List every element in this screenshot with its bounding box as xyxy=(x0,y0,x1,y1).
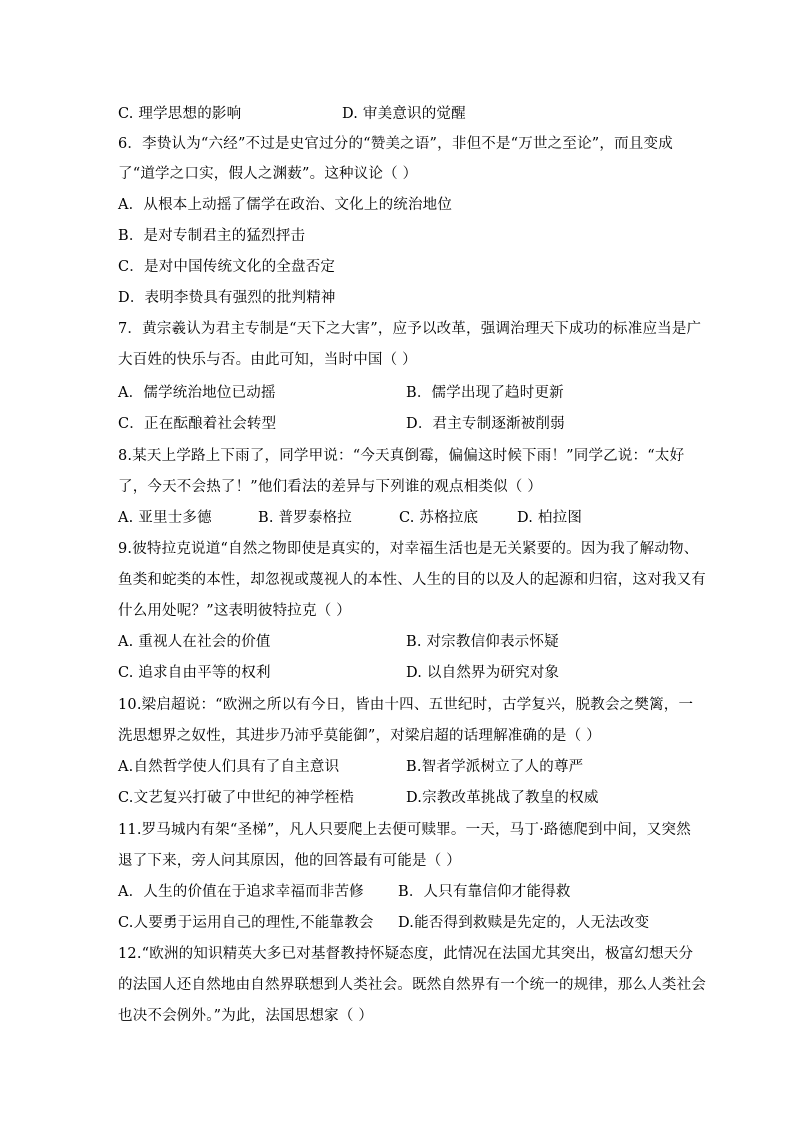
option-line xyxy=(118,632,678,652)
option-b: B．是对专制君主的猛烈抨击 xyxy=(118,228,306,244)
option-line xyxy=(118,788,678,808)
option-a: A. 重视人在社会的价值 xyxy=(118,634,271,650)
question-12-text: 也决不会例外。”为此，法国思想家（ ） xyxy=(118,1008,374,1024)
question-7-text: 7．黄宗羲认为君主专制是“天下之大害”，应予以改革，强调治理天下成功的标准应当是广 xyxy=(118,321,702,337)
option-line xyxy=(118,508,678,528)
option-b: B. 普罗泰格拉 xyxy=(258,510,352,526)
option-d: D. 以自然界为研究对象 xyxy=(406,665,560,681)
question-10-text: 10.梁启超说：“欧洲之所以有今日，皆由十四、五世纪时，古学复兴，脱教会之樊篱，一 xyxy=(118,697,694,713)
question-11-text: 11.罗马城内有架“圣梯”，凡人只要爬上去便可赎罪。一天，马丁·路德爬到中间，又突然 xyxy=(118,822,691,838)
question-6-text: 了“道学之口实，假人之渊薮”。这种议论（ ） xyxy=(118,166,418,182)
option-d: D．君主专制逐渐被削弱 xyxy=(406,416,565,432)
question-7-text: 大百姓的快乐与否。由此可知，当时中国（ ） xyxy=(118,352,417,368)
question-10-text: 洗思想界之奴性，其进步乃沛乎莫能御”，对梁启超的话理解准确的是（ ） xyxy=(118,728,601,744)
question-9-text: 鱼类和蛇类的本性，却忽视或蔑视人的本性、人生的目的以及人的起源和归宿，这对我又有 xyxy=(118,572,706,588)
question-6-text: 6．李贽认为“六经”不过是史官过分的“赞美之语”，非但不是“万世之至论”，而且变成 xyxy=(118,136,673,152)
option-d: D.宗教改革挑战了教皇的权威 xyxy=(406,790,599,806)
option-line xyxy=(118,882,678,902)
option-b: B. 对宗教信仰表示怀疑 xyxy=(406,634,559,650)
option-line xyxy=(118,663,678,683)
question-9-text: 9.彼特拉克说道“自然之物即使是真实的，对幸福生活也是无关紧要的。因为我了解动物、 xyxy=(118,541,699,557)
option-line xyxy=(118,383,678,403)
option-c: C. 追求自由平等的权利 xyxy=(118,665,271,681)
option-d: D．表明李贽具有强烈的批判精神 xyxy=(118,290,336,306)
option-c: C.文艺复兴打破了中世纪的神学桎梏 xyxy=(118,790,355,806)
option-d: D.能否得到救赎是先定的，人无法改变 xyxy=(398,915,650,931)
option-c: C．是对中国传统文化的全盘否定 xyxy=(118,259,336,275)
option-b: B.智者学派树立了人的尊严 xyxy=(406,759,584,775)
question-12-text: 12.“欧洲的知识精英大多已对基督教持怀疑态度，此情况在法国尤其突出，极富幻想天分 xyxy=(118,946,694,962)
option-line xyxy=(118,757,678,777)
option-c: C. 理学思想的影响 xyxy=(118,106,242,122)
question-11-text: 退了下来，旁人问其原因，他的回答最有可能是（ ） xyxy=(118,853,461,869)
option-c: C．正在酝酿着社会转型 xyxy=(118,416,277,432)
option-a: A．从根本上动摇了儒学在政治、文化上的统治地位 xyxy=(118,197,453,213)
option-line xyxy=(118,913,678,933)
option-b: B．人只有靠信仰才能得救 xyxy=(398,884,571,900)
option-a: A.自然哲学使人们具有了自主意识 xyxy=(118,759,340,775)
option-b: B．儒学出现了趋时更新 xyxy=(406,385,564,401)
question-9-text: 什么用处呢？”这表明彼特拉克（ ） xyxy=(118,603,351,619)
option-d: D. 审美意识的觉醒 xyxy=(342,106,466,122)
question-8-text: 8.某天上学路上下雨了，同学甲说：“今天真倒霉，偏偏这时候下雨！”同学乙说：“太好 xyxy=(118,448,685,464)
option-a: A．人生的价值在于追求幸福而非苦修 xyxy=(118,884,364,900)
option-line xyxy=(118,414,678,434)
option-a: A．儒学统治地位已动摇 xyxy=(118,385,276,401)
option-d: D. 柏拉图 xyxy=(517,510,583,526)
option-c: C.人要勇于运用自己的理性,不能靠教会 xyxy=(118,915,374,931)
option-c: C. 苏格拉底 xyxy=(399,510,479,526)
option-line xyxy=(118,104,678,124)
option-a: A. 亚里士多德 xyxy=(118,510,212,526)
question-12-text: 的法国人还自然地由自然界联想到人类社会。既然自然界有一个统一的规律，那么人类社会 xyxy=(118,977,706,993)
question-8-text: 了，今天不会热了！”他们看法的差异与下列谁的观点相类似（ ） xyxy=(118,479,543,495)
